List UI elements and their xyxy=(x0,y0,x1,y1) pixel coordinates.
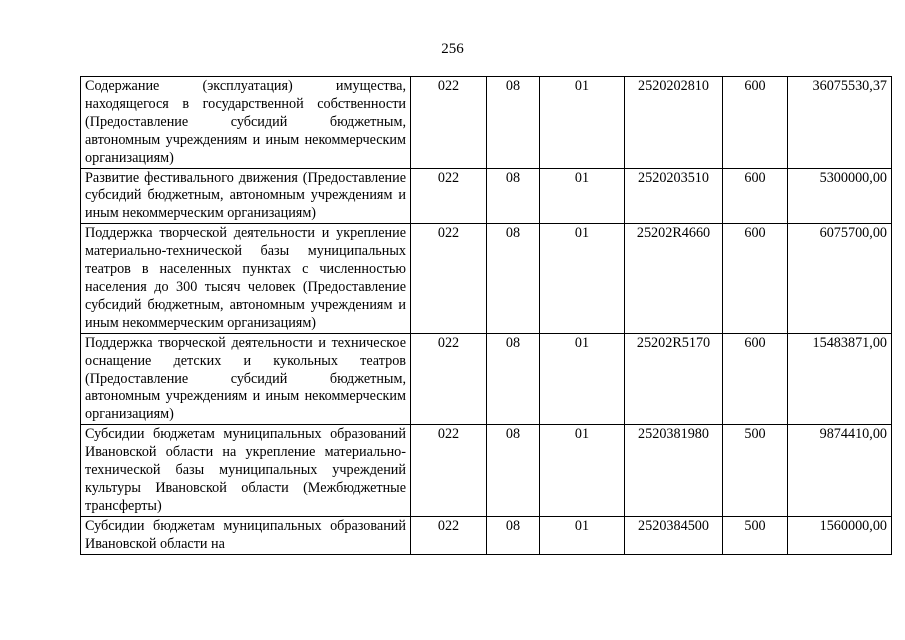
row-description: Субсидии бюджетам муниципальных образований Ивановской области на укрепление материально-технической базы муниципальных учреждений культуры Ивановской области (Межбюджетные трансферты) xyxy=(81,425,411,517)
target-article-code: 25202R4660 xyxy=(625,224,723,333)
row-description: Развитие фестивального движения (Предоставление субсидий бюджетным, автономным учреждениям и иным некоммерческим организациям) xyxy=(81,168,411,224)
section-code: 08 xyxy=(487,516,540,554)
section-code: 08 xyxy=(487,333,540,425)
ministry-code: 022 xyxy=(411,168,487,224)
expense-type-code: 600 xyxy=(723,168,788,224)
table-row xyxy=(81,333,892,425)
subsection-code: 01 xyxy=(540,516,625,554)
subsection-code: 01 xyxy=(540,224,625,333)
amount: 36075530,37 xyxy=(788,77,892,169)
target-article-code: 2520384500 xyxy=(625,516,723,554)
amount: 1560000,00 xyxy=(788,516,892,554)
table-row xyxy=(81,77,892,169)
ministry-code: 022 xyxy=(411,516,487,554)
subsection-code: 01 xyxy=(540,425,625,517)
table-row xyxy=(81,425,892,517)
table-row xyxy=(81,168,892,224)
ministry-code: 022 xyxy=(411,333,487,425)
subsection-code: 01 xyxy=(540,333,625,425)
row-description: Поддержка творческой деятельности и техническое оснащение детских и кукольных театров (Предоставление субсидий бюджетным, автономным учреждениям и иным некоммерческим организациям) xyxy=(81,333,411,425)
target-article-code: 2520203510 xyxy=(625,168,723,224)
expense-type-code: 500 xyxy=(723,425,788,517)
row-description: Субсидии бюджетам муниципальных образований Ивановской области на xyxy=(81,516,411,554)
table-row xyxy=(81,224,892,333)
section-code: 08 xyxy=(487,224,540,333)
expense-type-code: 600 xyxy=(723,77,788,169)
expense-type-code: 600 xyxy=(723,333,788,425)
section-code: 08 xyxy=(487,168,540,224)
ministry-code: 022 xyxy=(411,77,487,169)
expense-type-code: 500 xyxy=(723,516,788,554)
ministry-code: 022 xyxy=(411,425,487,517)
budget-table xyxy=(80,76,892,555)
amount: 9874410,00 xyxy=(788,425,892,517)
amount: 5300000,00 xyxy=(788,168,892,224)
amount: 15483871,00 xyxy=(788,333,892,425)
row-description: Поддержка творческой деятельности и укрепление материально-технической базы муниципальных театров в населенных пунктах с численностью населения до 300 тысяч человек (Предоставление субсидий бюджетным, автономным учреждениям и иным некоммерческим организациям) xyxy=(81,224,411,333)
subsection-code: 01 xyxy=(540,77,625,169)
page-number: 256 xyxy=(441,41,464,57)
table-row xyxy=(81,516,892,554)
target-article-code: 25202R5170 xyxy=(625,333,723,425)
section-code: 08 xyxy=(487,77,540,169)
target-article-code: 2520381980 xyxy=(625,425,723,517)
expense-type-code: 600 xyxy=(723,224,788,333)
row-description: Содержание (эксплуатация) имущества, находящегося в государственной собственности (Предоставление субсидий бюджетным, автономным учреждениям и иным некоммерческим организациям) xyxy=(81,77,411,169)
ministry-code: 022 xyxy=(411,224,487,333)
amount: 6075700,00 xyxy=(788,224,892,333)
section-code: 08 xyxy=(487,425,540,517)
subsection-code: 01 xyxy=(540,168,625,224)
target-article-code: 2520202810 xyxy=(625,77,723,169)
